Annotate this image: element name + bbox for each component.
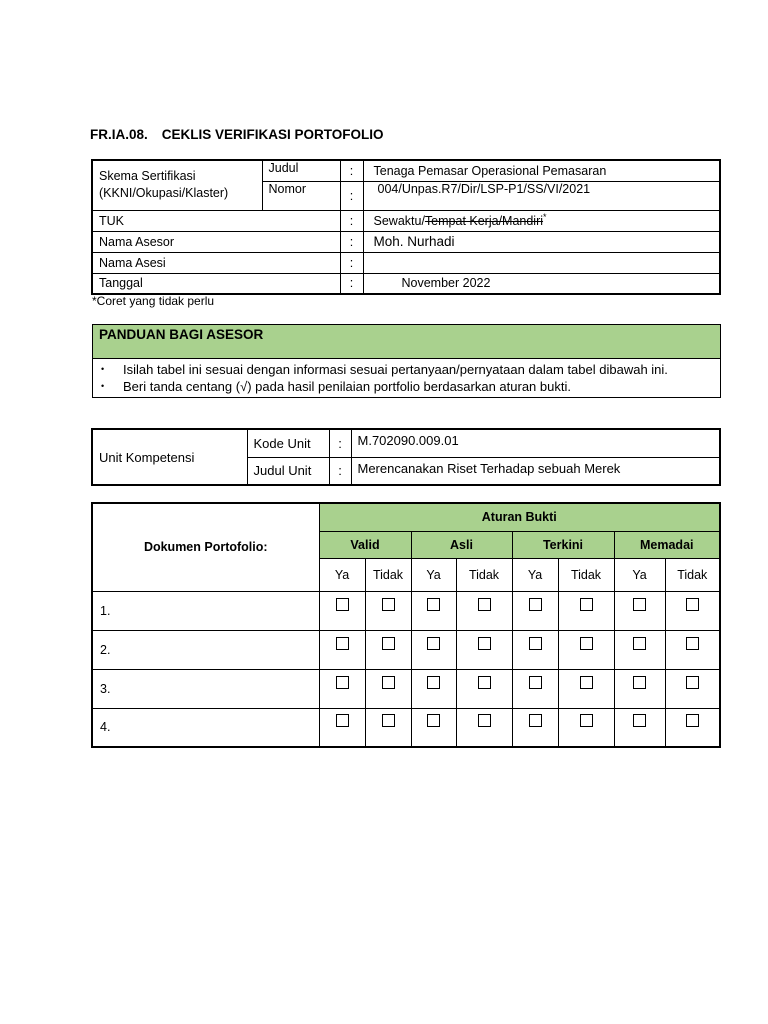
checkbox-icon[interactable] [336, 637, 349, 650]
checkbox-icon[interactable] [382, 637, 395, 650]
tanggal-value: November 2022 [363, 273, 720, 294]
kode-unit-label: Kode Unit [247, 429, 329, 457]
checkbox-icon[interactable] [686, 714, 699, 727]
checkbox-cell [319, 708, 365, 747]
colon: : [340, 160, 363, 181]
checkbox-cell [512, 708, 558, 747]
row-number: 3. [92, 669, 319, 708]
checkbox-icon[interactable] [382, 598, 395, 611]
table-row [92, 669, 720, 708]
checkbox-cell [319, 591, 365, 630]
skema-label-line2: (KKNI/Okupasi/Klaster) [99, 186, 229, 201]
checkbox-cell [365, 669, 411, 708]
checkbox-icon[interactable] [633, 598, 646, 611]
checkbox-cell [365, 591, 411, 630]
checkbox-cell [614, 708, 665, 747]
checkbox-icon[interactable] [478, 598, 491, 611]
checkbox-cell [558, 708, 614, 747]
skema-label-line1: Skema Sertifikasi [99, 169, 196, 184]
table-row [92, 630, 720, 669]
checkbox-icon[interactable] [580, 637, 593, 650]
checkbox-cell [411, 630, 456, 669]
colon: : [340, 231, 363, 252]
table-row [92, 591, 720, 630]
header-table [91, 159, 721, 295]
checkbox-cell [365, 630, 411, 669]
checkbox-icon[interactable] [633, 637, 646, 650]
checkbox-cell [614, 630, 665, 669]
colon: : [329, 429, 351, 457]
checkbox-cell [411, 708, 456, 747]
checkbox-icon[interactable] [336, 714, 349, 727]
guide-heading: PANDUAN BAGI ASESOR [93, 325, 720, 359]
checkbox-icon[interactable] [529, 598, 542, 611]
group-valid: Valid [319, 531, 411, 558]
tuk-value-mark: * [543, 212, 547, 223]
ya-header: Ya [319, 558, 365, 591]
checkbox-icon[interactable] [580, 676, 593, 689]
tidak-header: Tidak [456, 558, 512, 591]
colon: : [340, 210, 363, 231]
checkbox-cell [665, 708, 720, 747]
row-number: 4. [92, 708, 319, 747]
checkbox-cell [614, 591, 665, 630]
evidence-table [91, 502, 721, 748]
checkbox-icon[interactable] [529, 637, 542, 650]
checkbox-cell [411, 669, 456, 708]
checkbox-icon[interactable] [382, 714, 395, 727]
checkbox-cell [558, 630, 614, 669]
ya-header: Ya [614, 558, 665, 591]
ya-header: Ya [411, 558, 456, 591]
checkbox-icon[interactable] [580, 598, 593, 611]
checkbox-icon[interactable] [686, 637, 699, 650]
checkbox-icon[interactable] [336, 598, 349, 611]
tuk-value-struck: Tempat Kerja/Mandiri [424, 214, 544, 229]
footnote: *Coret yang tidak perlu [92, 294, 215, 308]
tidak-header: Tidak [365, 558, 411, 591]
checkbox-icon[interactable] [478, 714, 491, 727]
nomor-value: 004/Unpas.R7/Dir/LSP-P1/SS/VI/2021 [363, 181, 720, 210]
checkbox-cell [319, 630, 365, 669]
checkbox-icon[interactable] [529, 714, 542, 727]
checkbox-cell [365, 708, 411, 747]
asesi-label: Nama Asesi [92, 252, 340, 273]
unit-label: Unit Kompetensi [92, 429, 247, 485]
doc-header: Dokumen Portofolio: [92, 503, 319, 591]
tuk-label: TUK [92, 210, 340, 231]
checkbox-icon[interactable] [478, 676, 491, 689]
checkbox-cell [614, 669, 665, 708]
checkbox-icon[interactable] [580, 714, 593, 727]
checkbox-icon[interactable] [427, 714, 440, 727]
judul-unit-value: Merencanakan Riset Terhadap sebuah Merek [351, 457, 720, 485]
row-number: 2. [92, 630, 319, 669]
guide-item: • Beri tanda centang (√) pada hasil penilaian portfolio berdasarkan aturan bukti. [123, 378, 712, 395]
checkbox-cell [558, 669, 614, 708]
checkbox-cell [456, 591, 512, 630]
checkbox-cell [512, 591, 558, 630]
checkbox-cell [512, 630, 558, 669]
tuk-value [363, 210, 720, 231]
checkbox-cell [665, 591, 720, 630]
checkbox-icon[interactable] [382, 676, 395, 689]
checkbox-icon[interactable] [427, 598, 440, 611]
asesi-value [363, 252, 720, 273]
checkbox-cell [319, 669, 365, 708]
judul-label: Judul [262, 160, 340, 181]
checkbox-cell [665, 669, 720, 708]
tidak-header: Tidak [665, 558, 720, 591]
checkbox-icon[interactable] [529, 676, 542, 689]
guide-item: • Isilah tabel ini sesuai dengan informasi sesuai pertanyaan/pernyataan dalam tabel dibawah ini. [123, 361, 712, 378]
asesor-value: Moh. Nurhadi [363, 231, 720, 252]
form-code: FR.IA.08. [90, 127, 148, 142]
checkbox-icon[interactable] [686, 676, 699, 689]
judul-unit-label: Judul Unit [247, 457, 329, 485]
row-number: 1. [92, 591, 319, 630]
group-asli: Asli [411, 531, 512, 558]
checkbox-cell [456, 708, 512, 747]
checkbox-icon[interactable] [633, 714, 646, 727]
rules-header: Aturan Bukti [319, 503, 720, 531]
checkbox-cell [558, 591, 614, 630]
asesor-label: Nama Asesor [92, 231, 340, 252]
skema-label-cell [92, 160, 262, 210]
colon: : [329, 457, 351, 485]
colon: : [340, 273, 363, 294]
checkbox-icon[interactable] [427, 676, 440, 689]
checkbox-cell [665, 630, 720, 669]
group-terkini: Terkini [512, 531, 614, 558]
ya-header: Ya [512, 558, 558, 591]
colon: : [340, 181, 363, 210]
kode-unit-value: M.702090.009.01 [351, 429, 720, 457]
form-name: CEKLIS VERIFIKASI PORTOFOLIO [161, 127, 384, 142]
table-row [92, 708, 720, 747]
form-title [90, 127, 384, 142]
checkbox-cell [456, 669, 512, 708]
checkbox-icon[interactable] [478, 637, 491, 650]
judul-value: Tenaga Pemasar Operasional Pemasaran [363, 160, 720, 181]
nomor-label: Nomor [262, 181, 340, 210]
checkbox-icon[interactable] [633, 676, 646, 689]
unit-table [91, 428, 721, 486]
group-memadai: Memadai [614, 531, 720, 558]
checkbox-icon[interactable] [336, 676, 349, 689]
tidak-header: Tidak [558, 558, 614, 591]
checkbox-icon[interactable] [427, 637, 440, 650]
checkbox-cell [456, 630, 512, 669]
colon: : [340, 252, 363, 273]
tanggal-label: Tanggal [92, 273, 340, 294]
checkbox-cell [512, 669, 558, 708]
guide-box [92, 324, 721, 398]
tuk-value-plain: Sewaktu/ [373, 214, 425, 229]
checkbox-icon[interactable] [686, 598, 699, 611]
checkbox-cell [411, 591, 456, 630]
guide-list [93, 359, 720, 397]
